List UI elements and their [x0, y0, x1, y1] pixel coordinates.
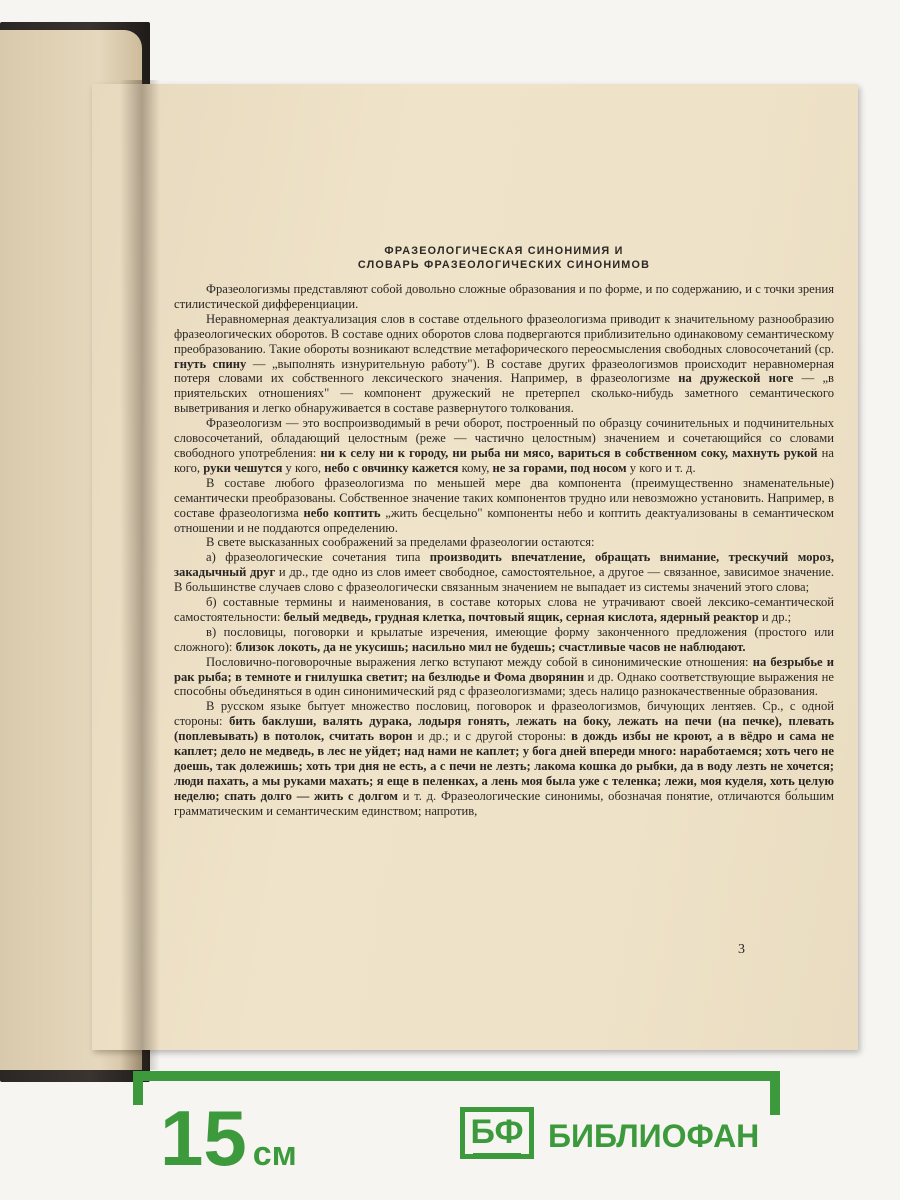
- text-run: В составе любого фразеологизма по меньшей мере два компонента (преимущественно знаменательные) семантически преобразованы. Собственное значение таких компонентов трудно или невозможно установить. Например, в составе фразеологизма: [174, 475, 834, 520]
- paragraph: [174, 476, 834, 536]
- page-number: 3: [738, 942, 745, 957]
- text-run: в) пословицы, поговорки и крылатые изречения, имеющие форму законченного предложения (простого или сложного):: [174, 624, 834, 654]
- text-run: В свете высказанных соображений за пределами фразеологии остаются:: [206, 535, 595, 550]
- paragraph: [174, 699, 834, 818]
- ruler-bar: [133, 1071, 780, 1081]
- logo-name: БИБЛИОФАН: [548, 1118, 760, 1154]
- page-text: [174, 244, 834, 819]
- text-run: и др.; и с другой стороны:: [412, 729, 572, 744]
- text-run: — „выполнять изнурительную работу"). В составе других фразеологизмов происходит неравномерная потеря словами их собственного лексического значения. Например, в фразеологизме: [174, 356, 835, 386]
- spine-shadow: [120, 80, 160, 1070]
- paragraphs: [174, 282, 834, 819]
- bold-phrase: гнуть спину: [174, 356, 247, 371]
- text-run: а) фразеологические сочетания типа: [206, 550, 430, 565]
- paragraph: [174, 535, 834, 550]
- bold-phrase: на дружеской ноге: [678, 371, 794, 386]
- bold-phrase: белый медведь, грудная клетка, почтовый ящик, серная кислота, ядерный реактор: [283, 609, 759, 624]
- text-run: Фразеологизм — это воспроизводимый в речи оборот, построенный по образцу сочинительных и подчинительных словосочетаний, обладающий целостным (реже — частично целостным) значением и сочетающийся со словами свободного употребления:: [174, 416, 834, 460]
- bold-phrase: на безрыбье и рак рыба; в темноте и гнилушка светит; на безлюдье и Фома дворянин: [174, 654, 834, 684]
- bold-phrase: в дождь избы не кроют, а в вёдро и сама не каплет; дело не медведь, в лес не уйдет; над нами не каплет; у бога дней впереди много: наработаемся; хоть чего не доешь, так долежишь; хоть три дня не есть, а с печи не лезть; лакома кошка до рыбки, да в воду лезть не хочется; люди пахать, а мы руками махать; я еще в пеленках, а лень моя была уже с теленка; лежи, моя куделя, хоть целую неделю; спать долго — жить с долгом: [174, 729, 834, 803]
- ruler-tick-left: [133, 1071, 143, 1105]
- paragraph: [174, 595, 834, 625]
- measure-unit: см: [252, 1135, 297, 1173]
- text-run: Неравномерная деактуализация слов в составе отдельного фразеологизма приводит к значительному разнообразию фразеологических оборотов. В составе одних оборотов слова подвергаются приблизительно одинаковому семантическому преобразованию. Такие обороты возникают вследствие метафорического переосмысления свободных словосочетаний (ср.: [174, 311, 834, 356]
- measure-label: [160, 1094, 297, 1182]
- measure-number: 15: [160, 1094, 247, 1182]
- bold-phrase: небо коптить: [303, 505, 381, 520]
- bold-phrase: небо с овчинку кажется: [324, 460, 459, 475]
- text-run: кому,: [458, 460, 493, 475]
- ruler-tick-right: [770, 1071, 780, 1115]
- text-run: у кого и т. д.: [626, 460, 696, 475]
- bold-phrase: близок локоть, да не укусишь; насильно мил не будешь; счастливые часов не наблюдают.: [235, 639, 746, 654]
- text-run: и др.;: [758, 609, 792, 624]
- bold-phrase: производить впечатление, обращать внимание, трескучий мороз, закадычный друг: [174, 550, 834, 580]
- paragraph: [174, 655, 834, 700]
- text-run: у кого,: [282, 460, 325, 475]
- paragraph: [174, 282, 834, 312]
- paragraph: [174, 625, 834, 655]
- text-run: и др. Однако соответствующие выражения не способны объединяться в один синонимический ряд с фразеологизмами; здесь налицо разнокачественные образования.: [174, 669, 834, 699]
- text-run: Пословично-поговорочные выражения легко вступают между собой в синонимические отношения:: [206, 654, 753, 669]
- bold-phrase: руки чешутся: [203, 460, 283, 475]
- paragraph: [174, 550, 834, 595]
- logo-mark: БФ: [460, 1107, 534, 1159]
- text-run: Фразеологизмы представляют собой довольно сложные образования и по форме, и по содержанию, и с точки зрения стилистической дифференциации.: [174, 282, 834, 311]
- text-run: — „в приятельских отношениях" — компонент дружеский не претерпел сколько-нибудь заметного семантического выветривания и легко обнаруживается в составе развернутого толкования.: [174, 371, 835, 416]
- page-heading: [174, 244, 834, 272]
- text-run: б) составные термины и наименования, в составе которых слова не утрачивают своей лексико-семантической самостоятельности:: [174, 595, 834, 624]
- book-page: [92, 84, 858, 1050]
- bold-phrase: не за горами, под носом: [492, 460, 627, 475]
- text-run: и т. д. Фразеологические синонимы, обозначая понятие, отличаются бо́льшим грамматическим и семантическим единством; напротив,: [174, 788, 834, 818]
- paragraph: [174, 416, 834, 476]
- text-run: „жить бесцельно" компоненты небо и коптить деактуализованы в семантическом отношении и не поддаются определению.: [174, 505, 834, 535]
- text-run: и др., где одно из слов имеет свободное, самостоятельное, а другое — связанное, зависимое значение. В большинстве случаев слово с фразеологически связанным значением не выпадает из системы значений этого слова;: [174, 565, 835, 595]
- text-run: на кого,: [174, 445, 834, 475]
- bold-phrase: ни к селу ни к городу, ни рыба ни мясо, вариться в собственном соку, махнуть рукой: [320, 445, 818, 460]
- bold-phrase: бить баклуши, валять дурака, лодыря гонять, лежать на боку, лежать на печи (на печке), плевать (поплевывать) в потолок, считать ворон: [174, 714, 835, 744]
- heading-line-2: СЛОВАРЬ ФРАЗЕОЛОГИЧЕСКИХ СИНОНИМОВ: [357, 259, 651, 271]
- text-run: В русском языке бытует множество пословиц, поговорок и фразеологизмов, бичующих лентяев. Ср., с одной стороны:: [174, 699, 834, 729]
- heading-line-1: ФРАЗЕОЛОГИЧЕСКАЯ СИНОНИМИЯ И: [384, 245, 624, 257]
- paragraph: [174, 312, 834, 416]
